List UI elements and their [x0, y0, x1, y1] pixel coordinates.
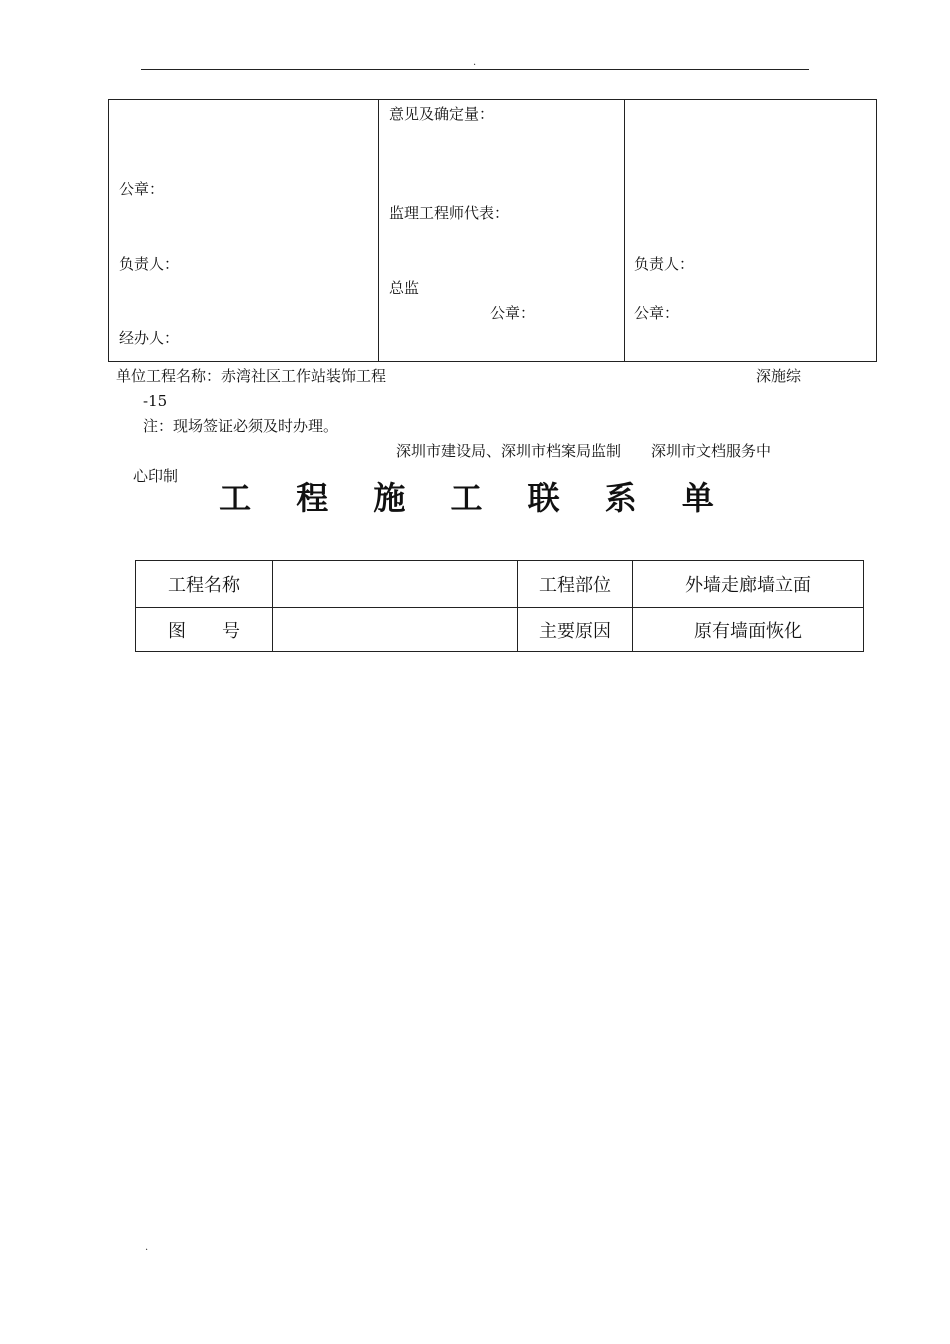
document-title: 工 程 施 工 联 系 单	[219, 479, 731, 517]
seal-label: 公章：	[119, 180, 165, 198]
handler-label: 经办人：	[119, 329, 180, 347]
header-rule	[141, 69, 809, 70]
note-line: 注：现场签证必须及时办理。	[143, 417, 339, 435]
table-row	[136, 561, 863, 608]
opinion-label: 意见及确定量：	[389, 105, 495, 123]
printer-line: 深圳市建设局、深圳市档案局监制 深圳市文档服务中	[396, 442, 772, 460]
drawing-number-label-text: 图号	[168, 620, 276, 642]
supervisor-rep-label: 监理工程师代表：	[389, 204, 510, 222]
project-name-value	[273, 561, 518, 607]
project-name-line: 单位工程名称：赤湾社区工作站装饰工程	[116, 367, 387, 385]
main-reason-value: 原有墙面恢化	[694, 620, 802, 642]
project-location-label: 工程部位	[518, 561, 633, 607]
table-row	[136, 608, 863, 651]
project-name-label: 工程名称	[136, 561, 273, 607]
responsible-label: 负责人：	[119, 255, 180, 273]
drawing-number-value	[273, 608, 518, 651]
main-reason-label: 主要原因	[518, 608, 633, 651]
signature-cell-owner	[625, 100, 876, 361]
form-code-prefix: 深施综	[756, 367, 802, 385]
info-table	[135, 560, 864, 652]
form-code-suffix: -15	[143, 392, 168, 410]
header-dot-mark: .	[473, 57, 477, 68]
drawing-number-label	[136, 608, 276, 651]
project-location-value: 外墙走廊墙立面	[685, 575, 811, 596]
seal-label: 公章：	[490, 304, 536, 322]
signature-cell-supervisor	[379, 100, 625, 361]
footer-dot-mark: .	[145, 1242, 149, 1253]
printer-line-cont: 心印制	[133, 467, 179, 485]
signature-cell-contractor	[109, 100, 379, 361]
signature-table	[108, 99, 877, 362]
chief-supervisor-label: 总监	[389, 279, 420, 297]
responsible-label: 负责人：	[634, 255, 695, 273]
seal-label: 公章：	[634, 304, 680, 322]
